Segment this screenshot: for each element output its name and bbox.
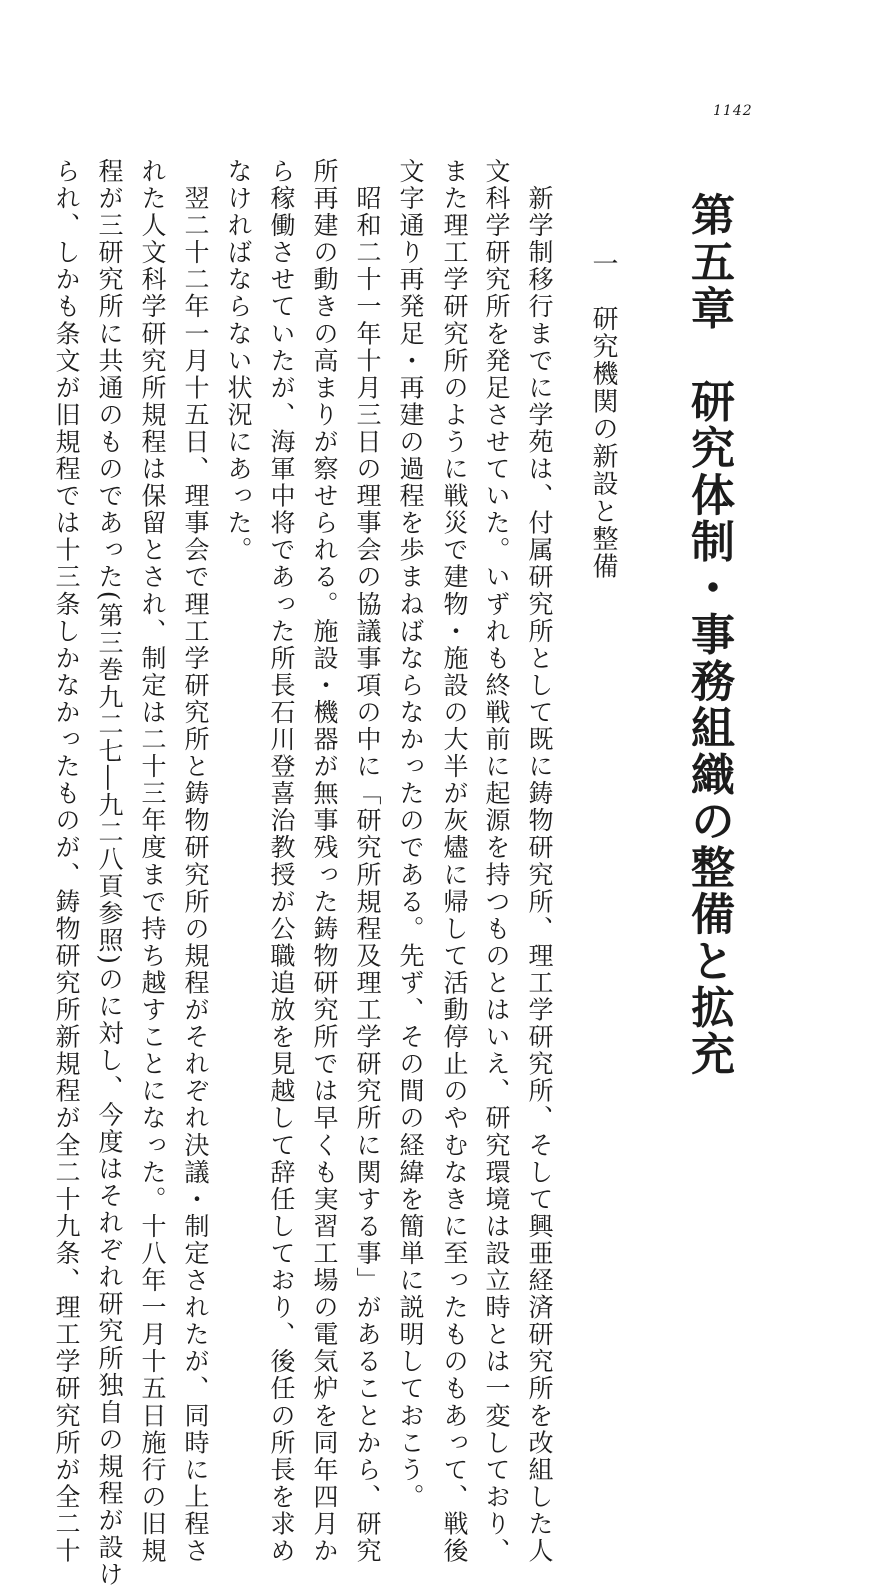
body-line: 文字通り再発足・再建の過程を歩まねばならなかったのである。先ず、その間の経緯を簡単に説明しておこう。 [396, 158, 425, 1511]
body-line: られ、しかも条文が旧規程では十三条しかなかったものが、鋳物研究所新規程が全二十九条、理工学研究所が全二十 [52, 158, 81, 1565]
section-title: 一 研究機関の新設と整備 [588, 250, 618, 580]
body-line: 文科学研究所を発足させていた。いずれも終戦前に起源を持つものとはいえ、研究環境は設立時とは一変しており、 [482, 158, 511, 1565]
body-line: なければならない状況にあった。 [224, 158, 253, 564]
body-line: 新学制移行までに学苑は、付属研究所として既に鋳物研究所、理工学研究所、そして興亜経済研究所を改組した人 [525, 158, 554, 1565]
body-line: また理工学研究所のように戦災で建物・施設の大半が灰燼に帰して活動停止のやむなきに至ったものもあって、戦後 [440, 158, 469, 1565]
body-line: 昭和二十一年十月三日の理事会の協議事項の中に「研究所規程及理工学研究所に関する事」があることから、研究 [353, 158, 382, 1565]
body-line: 程が三研究所に共通のものであった(第三巻九二七―九二八頁参照)のに対し、今度はそれぞれ研究所独自の規程が設け [95, 158, 124, 1588]
body-line: 所再建の動きの高まりが察せられる。施設・機器が無事残った鋳物研究所では早くも実習工場の電気炉を同年四月か [310, 158, 339, 1565]
body-line: れた人文科学研究所規程は保留とされ、制定は二十三年度まで持ち越すことになった。十八年一月十五日施行の旧規 [138, 158, 167, 1565]
page-number: 1142 [713, 103, 753, 119]
body-line: 翌二十二年一月十五日、理事会で理工学研究所と鋳物研究所の規程がそれぞれ決議・制定されたが、同時に上程さ [181, 158, 210, 1565]
body-line: ら稼働させていたが、海軍中将であった所長石川登喜治教授が公職追放を見越して辞任しており、後任の所長を求め [267, 158, 296, 1565]
chapter-title: 第五章 研究体制・事務組織の整備と拡充 [683, 192, 734, 1078]
